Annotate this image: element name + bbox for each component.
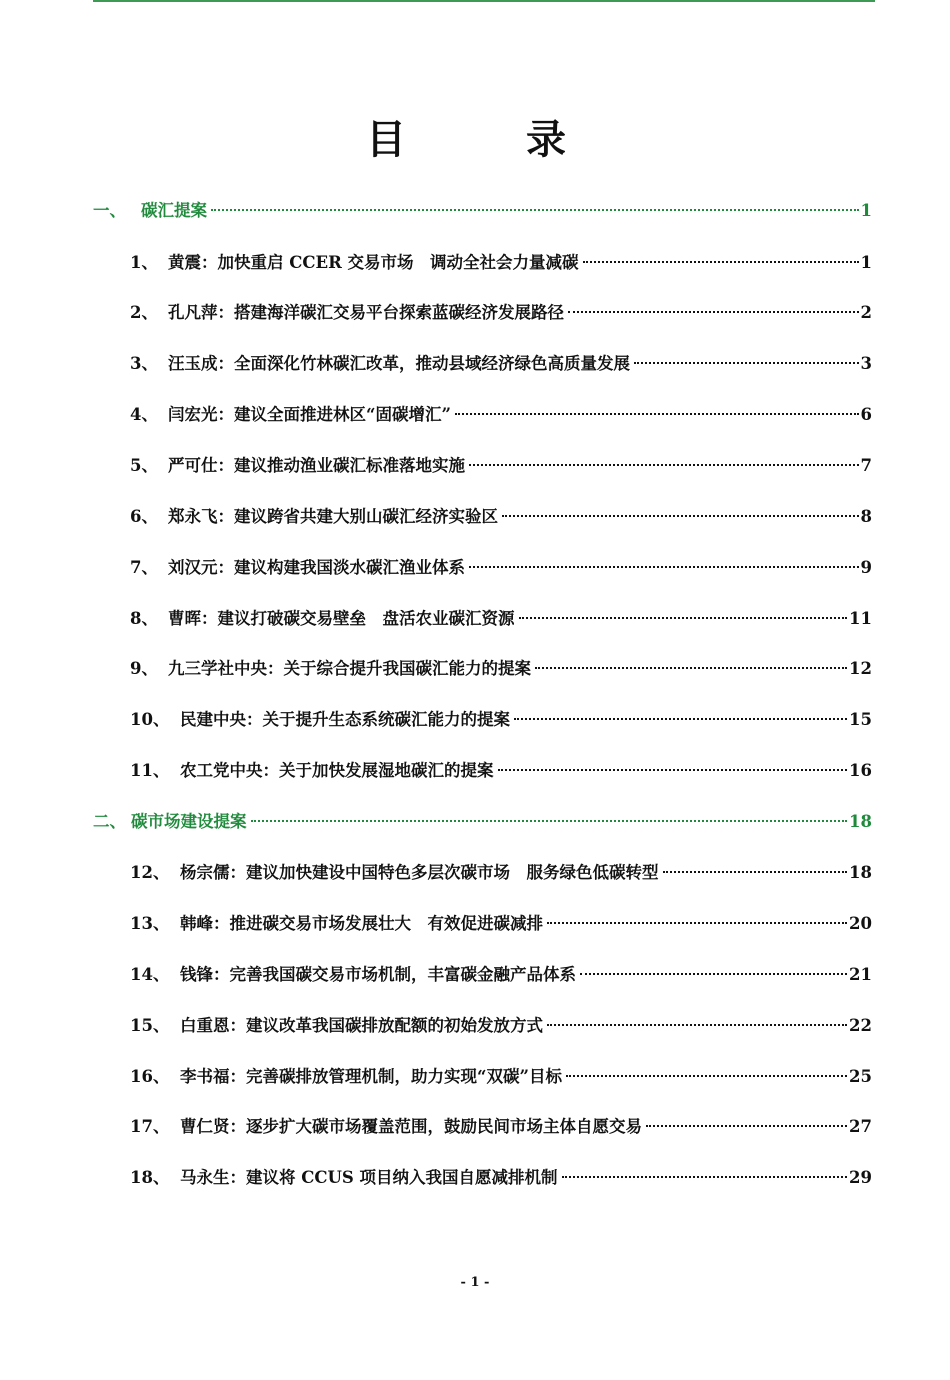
toc-entry-label: 曹仁贤：逐步扩大碳市场覆盖范围，鼓励民间市场主体自愿交易 [180,1117,642,1136]
dot-leader [502,515,859,517]
toc-entry[interactable] [130,1114,872,1140]
toc-entry[interactable] [130,1165,872,1191]
toc-entry[interactable] [130,962,872,988]
toc-entry[interactable] [130,1064,872,1090]
toc-entry-label: 孔凡萍：搭建海洋碳汇交易平台探索蓝碳经济发展路径 [168,303,564,322]
dot-leader [519,617,848,619]
toc-entry-label: 李书福：完善碳排放管理机制，助力实现“双碳”目标 [180,1067,562,1086]
dot-leader [547,922,847,924]
toc-page-number: 9 [860,558,872,577]
toc-entry-label: 韩峰：推进碳交易市场发展壮大 有效促进碳减排 [180,914,543,933]
toc-entry[interactable] [130,402,872,428]
toc-entry-number: 15、 [130,1016,170,1035]
toc-entry-number: 5、 [130,456,158,475]
toc-entry-label: 黄震：加快重启 CCER 交易市场 调动全社会力量减碳 [168,253,579,272]
toc-entry-label: 曹晖：建议打破碳交易壁垒 盘活农业碳汇资源 [168,609,515,628]
toc-section-label: 碳汇提案 [141,201,207,220]
toc-entry-number: 8、 [130,609,158,628]
dot-leader [580,973,847,975]
toc-entry-number: 17、 [130,1117,170,1136]
toc-entry-number: 14、 [130,965,170,984]
dot-leader [251,820,848,822]
toc-section-label: 碳市场建设提案 [131,812,247,831]
toc-entry[interactable] [130,351,872,377]
toc-entry[interactable] [130,911,872,937]
dot-leader [646,1125,847,1127]
dot-leader [634,362,859,364]
toc-entry-label: 汪玉成：全面深化竹林碳汇改革，推动县域经济绿色高质量发展 [168,354,630,373]
toc-entry[interactable] [130,758,872,784]
toc-page-number: 22 [849,1016,872,1035]
toc-entry-number: 1、 [130,253,158,272]
toc-entry-label: 钱锋：完善我国碳交易市场机制，丰富碳金融产品体系 [180,965,576,984]
dot-leader [455,413,859,415]
dot-leader [547,1024,847,1026]
toc-entry-number: 2、 [130,303,158,322]
toc-page-number: 12 [849,659,872,678]
toc-entry-label: 马永生：建议将 CCUS 项目纳入我国自愿减排机制 [180,1168,558,1187]
page-footer-number: - 1 - [460,1275,490,1290]
toc-entry-label: 闫宏光：建议全面推进林区“固碳增汇” [168,405,451,424]
dot-leader [568,311,859,313]
toc-entry[interactable] [130,656,872,682]
toc-entry[interactable] [130,860,872,886]
toc-section-carbon-market[interactable] [93,809,872,835]
toc-page-number: 8 [860,507,872,526]
toc-entry-number: 4、 [130,405,158,424]
toc-entry-number: 16、 [130,1067,170,1086]
toc-page-number: 27 [849,1117,872,1136]
toc-entry-number: 9、 [130,659,158,678]
toc-page-number: 6 [860,405,872,424]
toc-page-number: 15 [849,710,872,729]
toc-page-number: 3 [860,354,872,373]
toc-entry[interactable] [130,250,872,276]
toc-entry-label: 白重恩：建议改革我国碳排放配额的初始发放方式 [180,1016,543,1035]
top-rule [93,0,875,2]
toc-entry-label: 严可仕：建议推动渔业碳汇标准落地实施 [168,456,465,475]
toc-section-carbon-sink[interactable] [93,198,872,224]
toc-page-number: 2 [860,303,872,322]
dot-leader [583,261,859,263]
toc-section-number: 一、 [93,201,126,220]
dot-leader [469,566,859,568]
dot-leader [566,1075,847,1077]
toc-entry-number: 6、 [130,507,158,526]
toc-entry[interactable] [130,453,872,479]
toc-entry-label: 刘汉元：建议构建我国淡水碳汇渔业体系 [168,558,465,577]
toc-entry-label: 郑永飞：建议跨省共建大别山碳汇经济实验区 [168,507,498,526]
toc-page-number: 25 [849,1067,872,1086]
toc-page-number: 18 [849,812,872,831]
toc-section-number: 二、 [93,812,126,831]
toc-entry-number: 10、 [130,710,170,729]
toc-entry-label: 民建中央：关于提升生态系统碳汇能力的提案 [180,710,510,729]
dot-leader [514,718,847,720]
dot-leader [562,1176,847,1178]
toc-entry[interactable] [130,504,872,530]
toc-page-number: 18 [849,863,872,882]
toc-entry[interactable] [130,555,872,581]
toc-entry-number: 18、 [130,1168,170,1187]
toc-entry-label: 九三学社中央：关于综合提升我国碳汇能力的提案 [168,659,531,678]
dot-leader [211,209,859,211]
toc-entry-number: 7、 [130,558,158,577]
toc-page-number: 21 [849,965,872,984]
toc-entry[interactable] [130,300,872,326]
toc-entry[interactable] [130,1013,872,1039]
toc-page-number: 1 [860,253,872,272]
toc-entry[interactable] [130,606,872,632]
page-title: 目 录 [366,117,606,163]
toc-entry-label: 农工党中央：关于加快发展湿地碳汇的提案 [180,761,494,780]
dot-leader [663,871,848,873]
toc-page-number: 7 [860,456,872,475]
toc-page-number: 1 [860,201,872,220]
toc-entry-label: 杨宗儒：建议加快建设中国特色多层次碳市场 服务绿色低碳转型 [180,863,659,882]
toc-entry-number: 12、 [130,863,170,882]
dot-leader [469,464,859,466]
toc-entry-number: 13、 [130,914,170,933]
toc-entry-number: 11、 [130,761,170,780]
toc-page-number: 16 [849,761,872,780]
toc-page-number: 20 [849,914,872,933]
dot-leader [498,769,848,771]
toc-entry[interactable] [130,707,872,733]
dot-leader [535,667,847,669]
toc-page-number: 11 [849,609,872,628]
toc-page-number: 29 [849,1168,872,1187]
toc-entry-number: 3、 [130,354,158,373]
